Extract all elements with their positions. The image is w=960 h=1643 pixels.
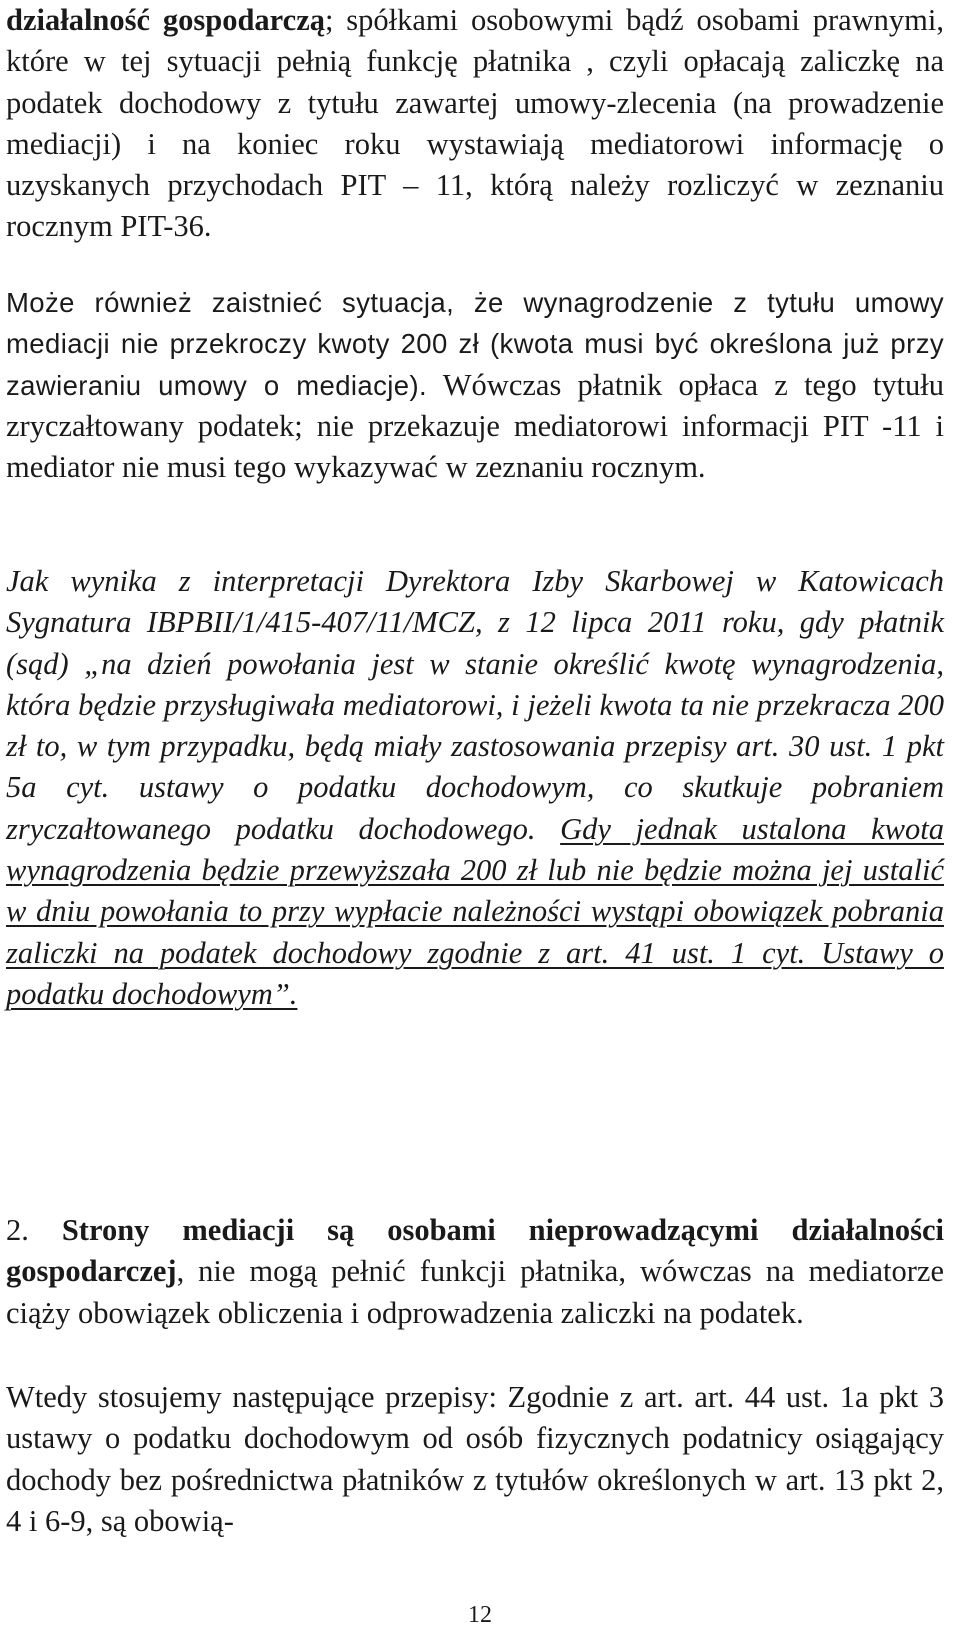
bold-phrase: działalność gospodarczą — [6, 3, 325, 37]
paragraph-payer-role — [6, 0, 944, 248]
sans-serif-phrase: Może również zaistnieć sytuacja, że wynagrodzenie z tytułu umowy mediacji nie przekroczy kwoty 200 zł (kwota musi być określona już przy zawieraniu umowy o mediacje). — [6, 287, 944, 401]
paragraph-flat-tax — [6, 282, 944, 488]
underlined-quote: Gdy jednak ustalona kwota wynagrodzenia będzie przewyższała 200 zł lub nie będzie można jej ustalić w dniu powołania to przy wypłacie należności wystąpi obowiązek pobrania zaliczki na podatek dochodowy zgodnie z art. 41 ust. 1 cyt. Ustawy o podatku dochodowym”. — [6, 811, 944, 1011]
bold-phrase: Strony mediacji są osobami nieprowadzącymi działalności gospodarczej — [6, 1213, 944, 1289]
paragraph-text: , nie mogą pełnić funkcji płatnika, wówczas na mediatorze ciąży obowiązek obliczenia i odprowadzenia zaliczki na podatek. — [6, 1254, 944, 1330]
paragraph-text: Wtedy stosujemy następujące przepisy: Zgodnie z art. art. 44 ust. 1a pkt 3 ustawy o podatku dochodowym od osób fizycznych podatnicy osiągający dochody bez pośrednictwa płatników z tytułów określonych w art. 13 pkt 2, 4 i 6-9, są obowią- — [6, 1380, 944, 1538]
paragraph-text: Wówczas płatnik opłaca z tego tytułu zryczałtowany podatek; nie przekazuje mediatorowi informacji PIT -11 i mediator nie musi tego wykazywać w zeznaniu rocznym. — [6, 367, 945, 485]
italic-quote: Jak wynika z interpretacji Dyrektora Izby Skarbowej w Katowicach Sygnatura IBPBII/1/415-407/11/MCZ, z 12 lipca 2011 roku, gdy płatnik (sąd) „na dzień powołania jest w stanie określić kwotę wynagrodzenia, która będzie przysługiwała mediatorowi, i jeżeli kwota ta nie przekracza 200 zł to, w tym przypadku, będą miały zastosowania przepisy art. 30 ust. 1 pkt 5a cyt. ustawy o podatku dochodowym, co skutkuje pobraniem zryczałtowanego podatku dochodowego. — [6, 564, 944, 846]
list-number: 2. — [6, 1213, 62, 1247]
page-number: 12 — [468, 1602, 492, 1628]
paragraph-interpretation-quote — [6, 561, 944, 1015]
paragraph-regulations — [6, 1377, 944, 1542]
paragraph-text: ; spółkami osobowymi bądź osobami prawnymi, które w tej sytuacji pełnią funkcję płatnika , czyli opłacają zaliczkę na podatek dochodowy z tytułu zawartej umowy-zlecenia (na prowadzenie mediacji) i na koniec roku wystawiają mediatorowi informację o uzyskanych przychodach PIT – 11, którą należy rozliczyć w zeznaniu rocznym PIT-36. — [6, 3, 944, 244]
paragraph-point-2 — [6, 1210, 944, 1334]
